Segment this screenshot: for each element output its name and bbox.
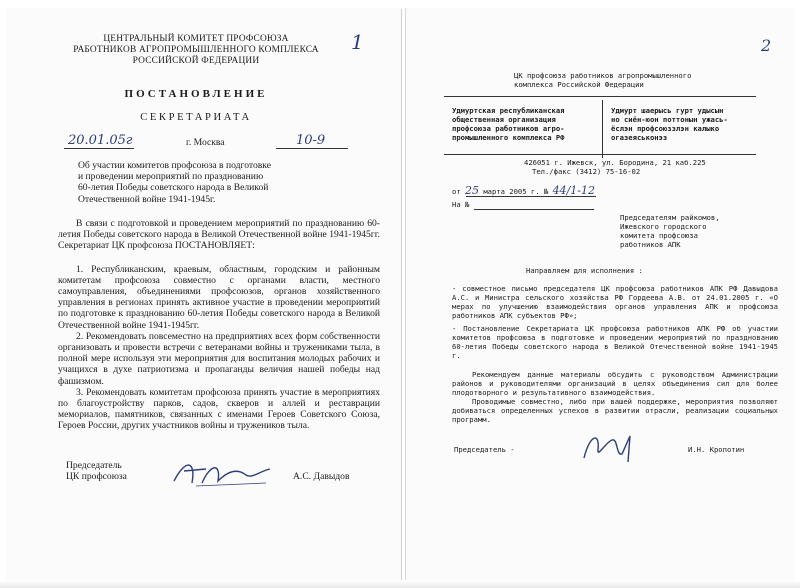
- org-right-block: [611, 106, 761, 142]
- signer-title-line: Председатель: [66, 460, 122, 471]
- signer-title: [66, 460, 127, 482]
- item-paragraph-2: 2. Рекомендовать повсеместно на предприятиях всех форм собственности организовать и провести встречи с ветеранами войны и тружениками тыла, в полной мере используя эти мероприятия для воспитания молодых рабочих и учащихся в духе патриотизма и пропаганды величия нашей победы над фашизмом.: [58, 330, 380, 387]
- addressee-block: [620, 213, 780, 249]
- org-right-line: ёслэн профсоюззлэн калыко: [611, 124, 720, 133]
- signer-name: А.С. Давыдов: [293, 471, 350, 482]
- signer-title-line: ЦК профсоюза: [66, 471, 127, 483]
- date-underline: [64, 148, 134, 149]
- letterhead-bottom-rule: [444, 154, 756, 155]
- document-title: ПОСТАНОВЛЕНИЕ: [124, 88, 268, 100]
- reply-to-label: На №: [452, 200, 470, 209]
- addressee-line: Ижевского городского: [620, 222, 707, 231]
- subject-line: и проведении мероприятий по празднованию: [78, 171, 264, 183]
- page-number-handwritten: 2: [761, 36, 772, 55]
- org-parent-line: ЦК профсоюза работников агропромышленного: [514, 71, 692, 80]
- activities-paragraph: Проводимые совместно, либо при вашей поддержке, мероприятия позволяют добиваться определенных успехов в развитии отрасли, реализации социальных программ.: [452, 397, 778, 424]
- signer-title: Председатель -: [454, 445, 515, 454]
- signature-image: [166, 453, 276, 493]
- document-subject: [78, 160, 338, 205]
- document-body: [58, 218, 380, 432]
- letterhead-divider: [602, 100, 603, 158]
- sent-for-heading: Направляем для исполнения :: [526, 266, 643, 275]
- intro-paragraph: В связи с подготовкой и проведением мероприятий по празднованию 60-летия Победы советского народа в Великой Отечественной войне 1941-1945гг. Секретариат ЦК профсоюза ПОСТАНОВЛЯЕТ:: [58, 218, 380, 252]
- org-left-line: Удмуртская республиканская: [452, 106, 565, 115]
- signer-name: И.Н. Кропотин: [688, 445, 745, 454]
- org-header-line: ЦЕНТРАЛЬНЫЙ КОМИТЕТ ПРОФСОЮЗА: [103, 34, 289, 44]
- addressee-line: Председателям райкомов,: [620, 213, 720, 222]
- org-left-line: профсоюза работников агро-: [452, 124, 565, 133]
- right-document-page: [405, 8, 795, 580]
- reply-to-underline: [474, 209, 594, 210]
- letterhead-top-rule: [444, 96, 756, 97]
- addressee-line: комитета профсоюза: [620, 231, 698, 240]
- document-city: г. Москва: [186, 137, 225, 148]
- bullet-resolution: - Постановление Секретариата ЦК профсоюза работников АПК РФ об участии комитетов профсоюза в подготовке и проведении мероприятий по празднованию 60-летия Победы советского народа в Великой Отечественной войне 1941-1945 г.: [452, 324, 778, 360]
- outgoing-date-line: [452, 186, 595, 196]
- org-header: [46, 34, 346, 67]
- date-day: 25: [464, 184, 479, 197]
- number-underline: [276, 148, 348, 149]
- org-left-line: промышленного комплекса РФ: [452, 133, 565, 142]
- bullet-joint-letter: - совместное письмо председателя ЦК профсоюза работников АПК РФ Давыдова А.С. и Министра сельского хозяйства РФ Гордеева А.В. от 24.01.2005 г. «О мерах по улучшению взаимодействия органов управления АПК и профсоюза работников АПК субъектов РФ»;: [452, 284, 778, 320]
- date-prefix: от: [452, 187, 461, 196]
- org-left-line: общественная организация: [452, 115, 556, 124]
- document-number: 10-9: [296, 133, 326, 148]
- outgoing-number: 44/1-12: [552, 184, 595, 197]
- org-parent-header: [514, 71, 744, 89]
- scan-bottom-edge: [0, 580, 800, 588]
- addressee-line: работников АПК: [620, 240, 681, 249]
- org-left-block: [452, 106, 600, 142]
- org-header-line: РОССИЙСКОЙ ФЕДЕРАЦИИ: [132, 56, 260, 66]
- date-underline: [466, 196, 596, 197]
- document-subtitle: СЕКРЕТАРИАТА: [140, 112, 252, 123]
- item-paragraph-1: 1. Республиканским, краевым, областным, городским и районным комитетам профсоюза совместно с органами власти, местного самоуправления, объединениями профсоюзов, органов хозяйственного управления в регионах принять активное участие в проведении мероприятий по подготовке к празднованию 60-летия Победы советского народа в Великой Отечественной войне 1941-1945гг.: [58, 263, 380, 331]
- number-prefix: №: [543, 187, 549, 196]
- left-document-page: [6, 8, 401, 580]
- signature-image: [578, 428, 638, 466]
- org-phone: Тел./факс (3412) 75-16-02: [532, 167, 641, 176]
- org-header-line: РАБОТНИКОВ АГРОПРОМЫШЛЕННОГО КОМПЛЕКСА: [73, 45, 319, 55]
- subject-line: 60-летия Победы советского народа в Великой: [78, 182, 269, 194]
- document-date: 20.01.05г: [68, 133, 133, 148]
- page-number-handwritten: 1: [351, 30, 364, 54]
- subject-line: Отечественной войне 1941-1945г.: [78, 193, 216, 205]
- org-right-line: Удмурт шаерысь гурт удысын: [611, 106, 724, 115]
- org-address: 426051 г. Ижевск, ул. Бородина, 21 каб.225: [524, 158, 706, 167]
- item-paragraph-3: 3. Рекомендовать комитетам профсоюза принять участие в мероприятиях по благоустройству парков, садов, скверов и аллей и реставрации мемориалов, памятников, связанных с именами Героев Советского Союза, Героев России, других участников войны и тружеников тыла.: [58, 386, 380, 432]
- org-parent-line: комплекса Российской Федерации: [514, 80, 644, 89]
- org-right-line: огазеяськонэз: [611, 133, 668, 142]
- org-right-line: но сиён-юон поттонын ужась-: [611, 115, 728, 124]
- date-rest: марта 2005 г.: [483, 187, 540, 196]
- recommendation-paragraph: Рекомендуем данные материалы обсудить с руководством Администрации районов и руководителями организаций в целях объединения сил для более плодотворного и результативного взаимодействия.: [452, 370, 778, 397]
- subject-line: Об участии комитетов профсоюза в подготовке: [78, 160, 271, 171]
